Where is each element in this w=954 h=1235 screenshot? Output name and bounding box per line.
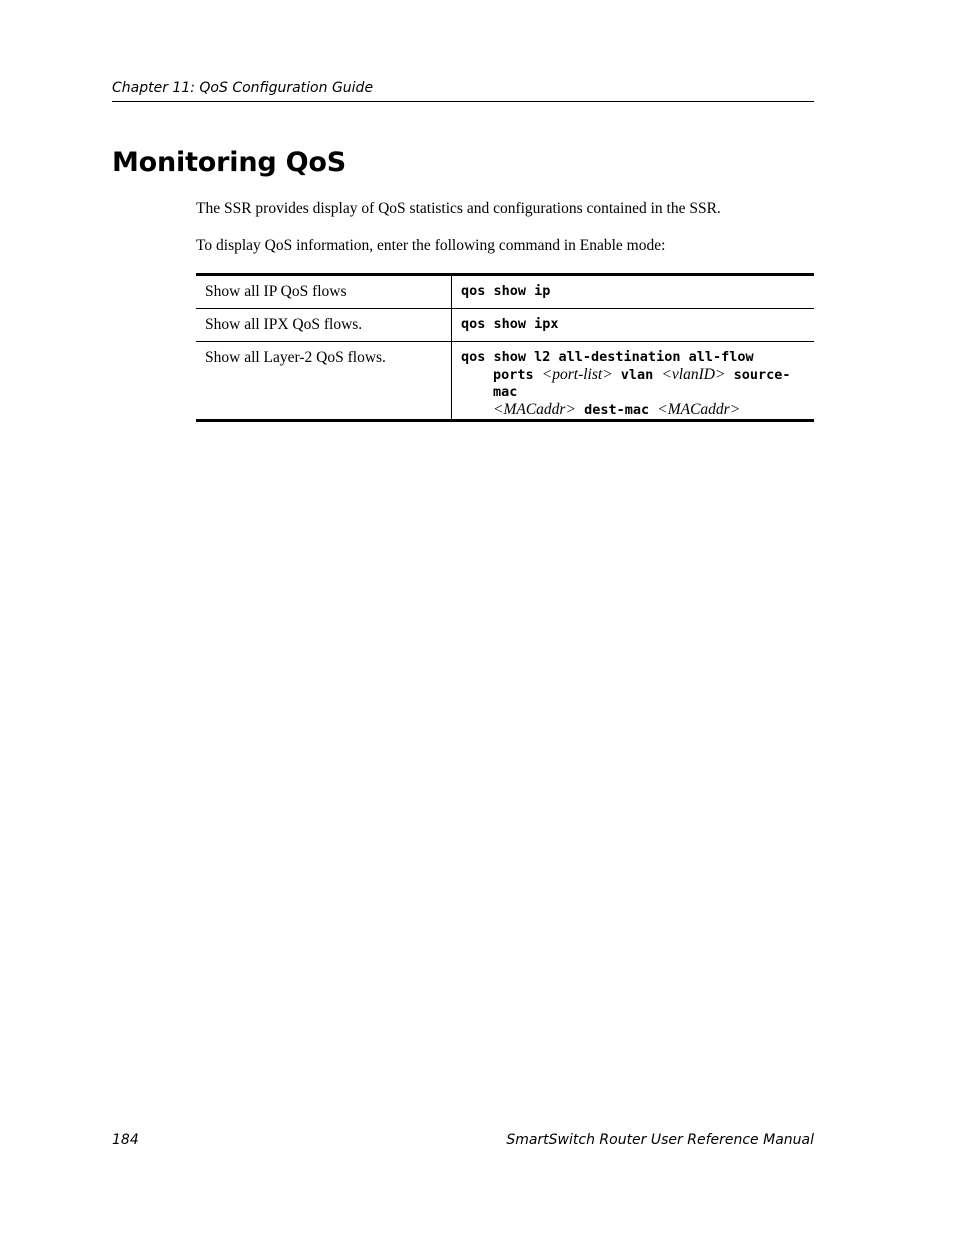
command-keyword: dest-mac	[584, 402, 650, 418]
page-number: 184	[112, 1132, 139, 1148]
command-argument: <port-list>	[541, 366, 613, 383]
table-row	[196, 342, 814, 421]
command-syntax	[452, 342, 815, 421]
table-row	[196, 309, 814, 342]
running-header	[112, 79, 814, 102]
command-argument: <MACaddr>	[493, 401, 576, 418]
command-argument: <MACaddr>	[657, 401, 741, 418]
intro-paragraph: The SSR provides display of QoS statistics and configurations contained in the SSR.	[196, 200, 721, 217]
command-argument: <vlanID>	[661, 366, 726, 383]
section-title: Monitoring QoS	[112, 147, 347, 178]
instruction-paragraph: To display QoS information, enter the following command in Enable mode:	[196, 237, 666, 254]
chapter-title: Chapter 11: QoS Configuration Guide	[112, 80, 374, 96]
command-keyword: qos show l2 all-destination all-flow	[461, 349, 754, 365]
command-keyword: source-mac	[493, 367, 791, 400]
command-description: Show all IPX QoS flows.	[196, 309, 452, 342]
manual-title: SmartSwitch Router User Reference Manual	[506, 1132, 814, 1148]
command-keyword: vlan	[620, 367, 654, 383]
command-description: Show all IP QoS flows	[196, 275, 452, 309]
command-syntax: qos show ipx	[452, 309, 815, 342]
command-table	[196, 273, 814, 422]
command-description: Show all Layer-2 QoS flows.	[196, 342, 452, 421]
command-keyword: ports	[493, 367, 534, 383]
command-syntax: qos show ip	[461, 283, 551, 299]
table-row	[196, 275, 814, 309]
